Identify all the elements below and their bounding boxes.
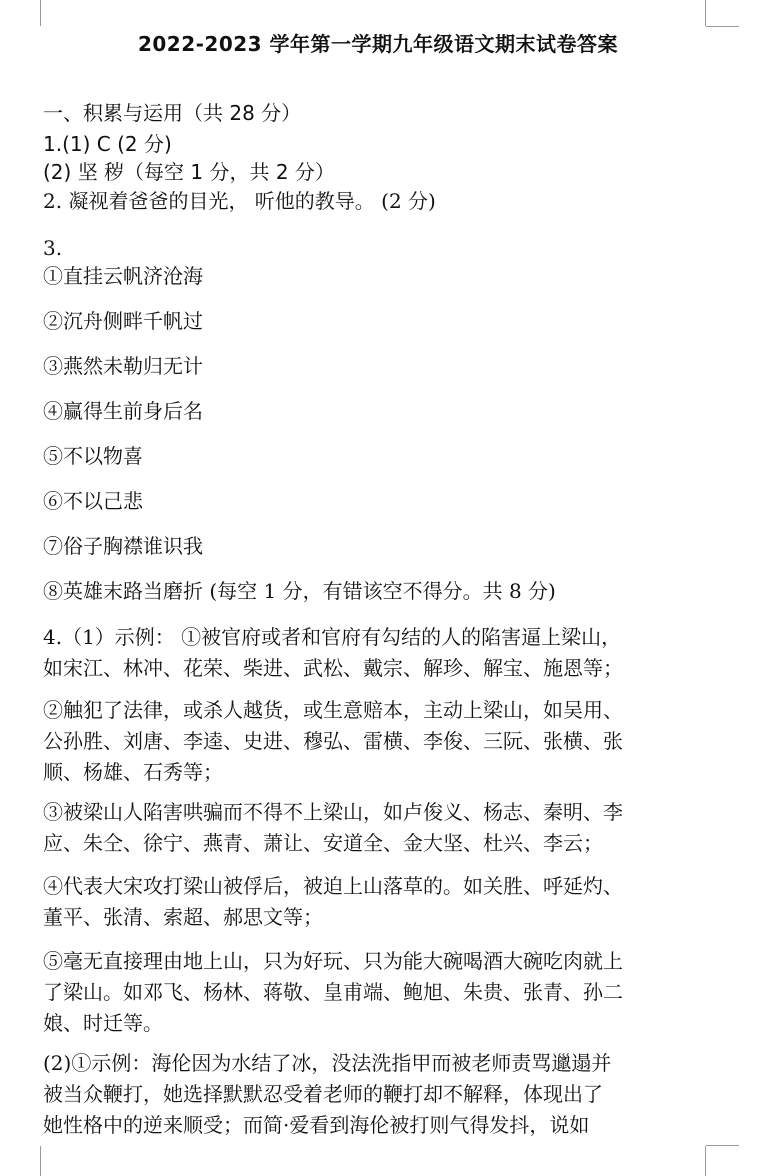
crop-mark-bottom-left	[40, 1146, 41, 1176]
question-3-item: ①直挂云帆济沧海	[43, 264, 203, 288]
question-4-1-paragraph-4	[43, 871, 713, 933]
text-line: (2)①示例：海伦因为水结了冰，没法洗指甲而被老师责骂邋遢并	[43, 1051, 612, 1075]
question-4-2-paragraph	[43, 1048, 713, 1141]
question-1-part-1: 1.(1) C (2 分)	[43, 132, 172, 156]
question-3-item: ⑥不以己悲	[43, 489, 143, 513]
text-line: ⑤毫无直接理由地上山，只为好玩、只为能大碗喝酒大碗吃肉就上	[43, 949, 623, 973]
text-line: 顺、杨雄、石秀等；	[43, 760, 223, 784]
question-3-label: 3.	[43, 236, 63, 260]
text-line: ③被梁山人陷害哄骗而不得不上梁山，如卢俊义、杨志、秦明、李	[43, 800, 623, 824]
question-2: 2. 凝视着爸爸的目光， 听他的教导。 (2 分)	[43, 189, 436, 213]
question-3-item: ④赢得生前身后名	[43, 399, 203, 423]
text-line: 4.（1）示例： ①被官府或者和官府有勾结的人的陷害逼上梁山，	[43, 625, 622, 649]
text-line: 被当众鞭打，她选择默默忍受着老师的鞭打却不解释，体现出了	[43, 1082, 603, 1106]
question-3-item: ⑤不以物喜	[43, 444, 143, 468]
crop-mark-top-right-horizontal	[706, 26, 739, 27]
crop-mark-top-left	[40, 0, 41, 26]
text-line: 娘、时迁等。	[43, 1011, 163, 1035]
text-line: 应、朱仝、徐宁、燕青、萧让、安道全、金大坚、杜兴、李云；	[43, 831, 603, 855]
text-line: 了梁山。如邓飞、杨林、蒋敬、皇甫端、鲍旭、朱贵、张青、孙二	[43, 980, 623, 1004]
text-line: ②触犯了法律，或杀人越货，或生意赔本，主动上梁山，如吴用、	[43, 698, 623, 722]
question-4-1-paragraph-2	[43, 695, 713, 788]
question-3-item: ②沉舟侧畔千帆过	[43, 309, 203, 333]
text-line: 如宋江、林冲、花荣、柴进、武松、戴宗、解珍、解宝、施恩等；	[43, 656, 623, 680]
question-4-1-paragraph-3	[43, 797, 713, 859]
question-3-item: ③燕然未勒归无计	[43, 354, 203, 378]
question-1-part-2: (2) 坚 秽（每空 1 分，共 2 分）	[43, 160, 335, 184]
text-line: 公孙胜、刘唐、李逵、史进、穆弘、雷横、李俊、三阮、张横、张	[43, 729, 623, 753]
question-3-item: ⑧英雄末路当磨折 (每空 1 分，有错该空不得分。共 8 分)	[43, 579, 556, 603]
crop-mark-bottom-right-horizontal	[706, 1145, 739, 1146]
question-4-1-paragraph-5	[43, 946, 713, 1039]
text-line: ④代表大宋攻打梁山被俘后，被迫上山落草的。如关胜、呼延灼、	[43, 874, 623, 898]
crop-mark-top-right	[705, 0, 706, 26]
text-line: 她性格中的逆来顺受；而简·爱看到海伦被打则气得发抖，说如	[43, 1113, 590, 1137]
crop-mark-bottom-right	[705, 1146, 706, 1176]
text-line: 董平、张清、索超、郝思文等；	[43, 905, 323, 929]
question-3-item: ⑦俗子胸襟谁识我	[43, 534, 203, 558]
question-4-1-paragraph-1	[43, 622, 713, 684]
section1-heading: 一、积累与运用（共 28 分）	[43, 101, 302, 125]
document-title: 2022-2023 学年第一学期九年级语文期末试卷答案	[137, 32, 619, 56]
